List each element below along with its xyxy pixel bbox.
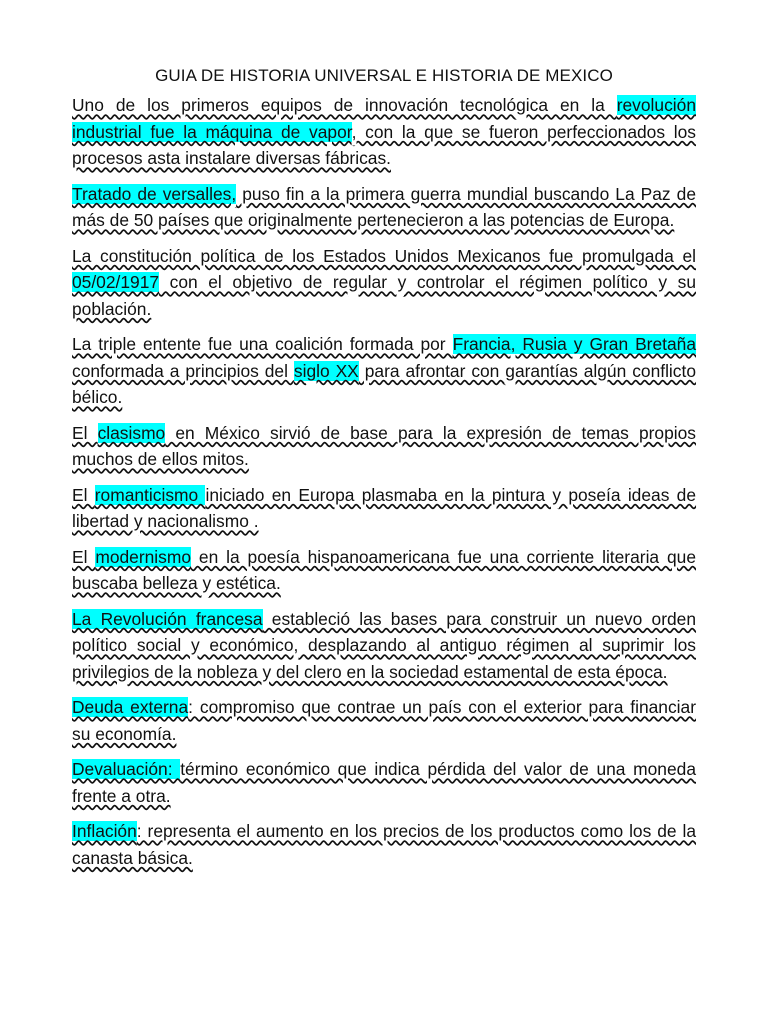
highlighted-term: clasismo bbox=[97, 422, 166, 443]
paragraph bbox=[72, 606, 696, 686]
paragraph-text: El bbox=[72, 546, 96, 567]
paragraph-text: iniciado en Europa plasmaba en la pintura y poseía ideas de libertad y nacionalismo . bbox=[72, 484, 697, 531]
paragraph-text: puso fin a la primera guerra mundial buscando La Paz de más de 50 países que originalmente pertenecieron a las potencias de Europa. bbox=[72, 183, 696, 230]
paragraph-text: en México sirvió de base para la expresión de temas propios muchos de ellos mitos. bbox=[72, 422, 696, 469]
highlighted-term: Inflación bbox=[72, 821, 137, 841]
highlighted-term: Devaluación: bbox=[72, 759, 181, 779]
paragraph-list bbox=[72, 92, 696, 871]
paragraph-text: estableció las bases para construir un nuevo orden político social y económico, desplazando al antiguo régimen al suprimir los privilegios de la nobleza y del clero en la sociedad estamental de esta época. bbox=[72, 608, 697, 682]
paragraph bbox=[72, 331, 696, 411]
paragraph-text: La triple entente fue una coalición formada por bbox=[72, 334, 453, 354]
paragraph-text: conformada a principios del bbox=[72, 360, 294, 381]
document-page bbox=[72, 64, 696, 880]
paragraph-text: para afrontar con garantías algún conflicto bélico. bbox=[72, 360, 696, 407]
paragraph-text: El bbox=[72, 422, 98, 443]
paragraph bbox=[72, 482, 696, 535]
paragraph-text: con el objetivo de regular y controlar el régimen político y su población. bbox=[72, 272, 696, 319]
paragraph bbox=[72, 243, 696, 323]
paragraph-text: , con la que se fueron perfeccionados los procesos asta instalare diversas fábricas. bbox=[72, 121, 696, 168]
paragraph-text: : representa el aumento en los precios de los productos como los de la canasta básica. bbox=[72, 821, 696, 868]
paragraph bbox=[72, 92, 696, 172]
paragraph bbox=[72, 420, 696, 473]
paragraph-text: en la poesía hispanoamericana fue una corriente literaria que buscaba belleza y estética. bbox=[72, 546, 696, 593]
highlighted-term: Francia, Rusia y Gran Bretaña bbox=[452, 334, 696, 354]
highlighted-term: Deuda externa bbox=[72, 697, 189, 717]
paragraph-text: término económico que indica pérdida del valor de una moneda frente a otra. bbox=[72, 759, 696, 806]
paragraph-text: La constitución política de los Estados Unidos Mexicanos fue promulgada el bbox=[72, 245, 696, 266]
paragraph bbox=[72, 818, 696, 871]
paragraph bbox=[72, 181, 696, 234]
highlighted-term: modernismo bbox=[95, 546, 192, 567]
highlighted-term: Tratado de versalles, bbox=[72, 183, 237, 204]
highlighted-term: revolución industrial fue la máquina de vapor bbox=[72, 95, 696, 142]
paragraph-text: : compromiso que contrae un país con el exterior para financiar su economía. bbox=[72, 697, 696, 744]
highlighted-term: 05/02/1917 bbox=[72, 272, 160, 292]
document-title: GUIA DE HISTORIA UNIVERSAL E HISTORIA DE MEXICO bbox=[155, 66, 613, 85]
highlighted-term: romanticismo bbox=[94, 484, 206, 505]
highlighted-term: siglo XX bbox=[293, 360, 359, 381]
paragraph-text: El bbox=[72, 484, 95, 505]
paragraph-text: Uno de los primeros equipos de innovación tecnológica en la bbox=[72, 95, 617, 115]
paragraph bbox=[72, 544, 696, 597]
paragraph bbox=[72, 694, 696, 747]
paragraph bbox=[72, 756, 696, 809]
highlighted-term: La Revolución francesa bbox=[72, 608, 263, 629]
